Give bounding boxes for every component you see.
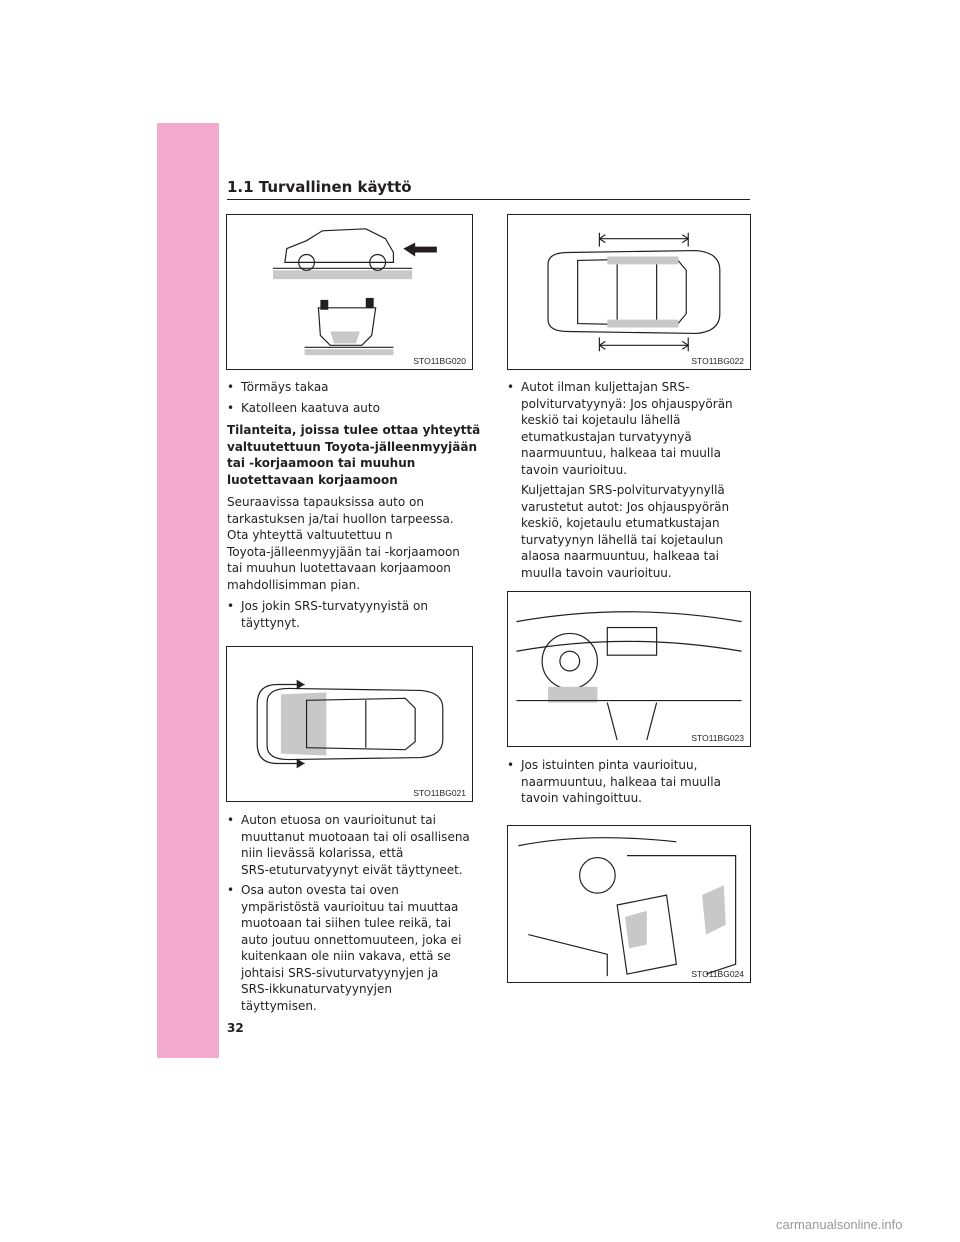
page-number: 32 [227,1021,244,1035]
figure-dashboard [507,591,751,747]
right-column-middle [507,757,757,811]
list-item: • Jos jokin SRS-turvatyynyistä on täyttynyt. [227,599,428,630]
figure-code: STO11BG022 [691,356,744,366]
figure-code: STO11BG021 [413,788,466,798]
left-column-bottom [227,812,487,1018]
figure-rear-collision-rollover [226,214,473,370]
title-rule [227,199,750,200]
figure-code: STO11BG020 [413,356,466,366]
figure-seats [507,825,751,983]
list-item: • Autot ilman kuljettajan SRS- polviturvatyynyä: Jos ohjauspyörän keskiö tai kojetaulu lähellä etumatkustajan turvatyynyä naarmuuntuu, halkeaa tai muulla tavoin vaurioituu. [507,380,733,477]
figure-car-top-airbags [226,646,473,802]
chapter-side-tab [157,123,219,1058]
figure-code: STO11BG024 [691,969,744,979]
knee-airbag-paragraph: Kuljettajan SRS-polviturvatyynyllä varustetut autot: Jos ohjauspyörän keskiö, kojetaulu etumatkustajan turvatyynyn lähellä tai kojetaulun alaosa naarmuuntuu, halkeaa tai muulla tavoin vaurioituu. [521,483,730,580]
figure-car-top-sides [507,214,751,370]
right-column-top [507,379,757,585]
list-item: • Jos istuinten pinta vaurioituu, naarmuuntuu, halkeaa tai muulla tavoin vahingoittuu. [507,758,721,805]
list-item: • Törmäys takaa [227,380,329,394]
intro-paragraph: Seuraavissa tapauksissa auto on tarkastuksen ja/tai huollon tarpeessa. Ota yhteyttä valtuutettuu n Toyota-jälleenmyyjään tai -korjaamoon tai muuhun luotettavaan korjaamoon mahdollisimman pian. [227,495,460,592]
section-title: 1.1 Turvallinen käyttö [227,178,412,196]
list-item: • Auton etuosa on vaurioitunut tai muuttanut muotoaan tai oli osallisena niin lievässä kolarissa, että SRS-etuturvatyynyt eivät täyttyneet. [227,813,470,877]
list-item: • Katolleen kaatuva auto [227,400,380,415]
left-column-top [227,379,487,635]
subsection-heading: Tilanteita, joissa tulee ottaa yhteyttä valtuutettuun Toyota-jälleenmyyjään tai -korjaamoon tai muuhun luotettavaan korjaamoon [227,423,481,487]
footer-watermark: carmanualsonline.info [776,1217,903,1232]
list-item: • Osa auton ovesta tai oven ympäristöstä vaurioituu tai muuttaa muotoaan tai siihen tulee reikä, tai auto joutuu onnettomuuteen, joka ei kuitenkaan ole niin vakava, että se johtaisi SRS-sivuturvatyynyjen ja SRS-ikkunaturvatyynyjen täyttymisen. [227,883,462,1013]
figure-code: STO11BG023 [691,733,744,743]
